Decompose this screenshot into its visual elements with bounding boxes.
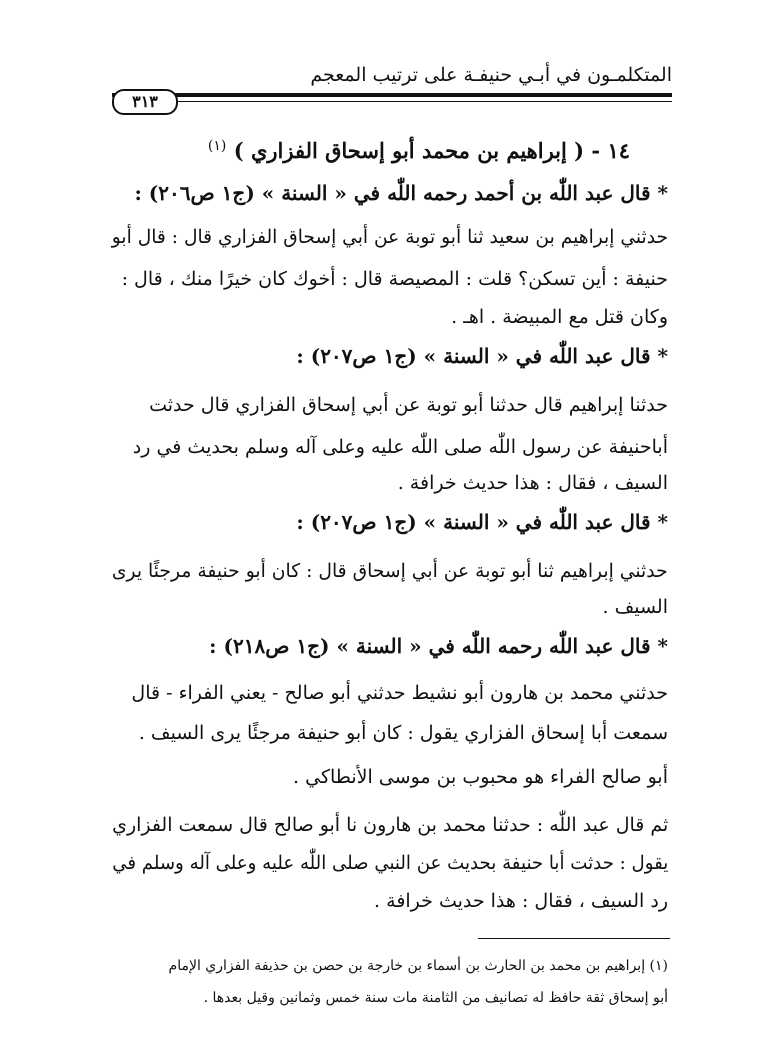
source-line: * قال عبد اللّٰه رحمه اللّٰه في « السنة » (ج١ ص٢١٨) : bbox=[209, 634, 668, 658]
running-header-title: المتكلمـون في أبـي حنيفـة على ترتيب المعجم bbox=[310, 64, 672, 86]
header-rule bbox=[112, 93, 672, 97]
text-line: ثم قال عبد اللّٰه : حدثنا محمد بن هارون نا أبو صالح قال سمعت الفزاري bbox=[111, 814, 668, 836]
source-line: * قال عبد اللّٰه بن أحمد رحمه اللّٰه في « السنة » (ج١ ص٢٠٦) : bbox=[134, 181, 668, 205]
text-line: حنيفة : أين تسكن؟ قلت : المصيصة قال : أخوك كان خيرًا منك ، قال : bbox=[121, 268, 668, 290]
footnote-line: (١) إبراهيم بن محمد بن الحارث بن أسماء بن خارجة بن حصن بن حذيفة الفزاري الإمام bbox=[168, 958, 668, 974]
source-line: * قال عبد اللّٰه في « السنة » (ج١ ص٢٠٧) : bbox=[296, 344, 668, 368]
header-rule-thin bbox=[112, 101, 672, 102]
text-line: يقول : حدثت أبا حنيفة بحديث عن النبي صلى اللّٰه عليه وعلى آله وسلم في bbox=[111, 852, 668, 874]
text-line: السيف ، فقال : هذا حديث خرافة . bbox=[397, 472, 668, 494]
page-number: ٣١٣ bbox=[112, 89, 178, 115]
text-line: أباحنيفة عن رسول اللّٰه صلى اللّٰه عليه وعلى آله وسلم بحديث في رد bbox=[132, 436, 668, 458]
text-line: حدثني إبراهيم ثنا أبو توبة عن أبي إسحاق قال : كان أبو حنيفة مرجئًا يرى bbox=[112, 560, 668, 582]
text-line: السيف . bbox=[602, 596, 668, 618]
text-line: سمعت أبا إسحاق الفزاري يقول : كان أبو حنيفة مرجئًا يرى السيف . bbox=[138, 722, 668, 744]
footnote-marker: (١) bbox=[207, 138, 227, 154]
text-line: حدثنا إبراهيم قال حدثنا أبو توبة عن أبي إسحاق الفزاري قال حدثت bbox=[149, 394, 668, 416]
entry-heading bbox=[208, 138, 630, 163]
source-line: * قال عبد اللّٰه في « السنة » (ج١ ص٢٠٧) : bbox=[296, 510, 668, 534]
text-line: وكان قتل مع المبيضة . اهـ . bbox=[451, 306, 668, 328]
text-line: حدثني محمد بن هارون أبو نشيط حدثني أبو صالح - يعني الفراء - قال bbox=[131, 682, 668, 704]
footnote-rule bbox=[478, 938, 670, 939]
footnote-line: أبو إسحاق ثقة حافظ له تصانيف من الثامنة مات سنة خمس وثمانين وقيل بعدها . bbox=[203, 990, 668, 1006]
text-line: أبو صالح الفراء هو محبوب بن موسى الأنطاكي . bbox=[293, 766, 668, 788]
text-line: رد السيف ، فقال : هذا حديث خرافة . bbox=[374, 890, 668, 912]
text-line: حدثني إبراهيم بن سعيد ثنا أبو توبة عن أبي إسحاق الفزاري قال : قال أبو bbox=[111, 226, 668, 248]
entry-heading-text: ١٤ - ( إبراهيم بن محمد أبو إسحاق الفزاري ) bbox=[233, 138, 630, 163]
